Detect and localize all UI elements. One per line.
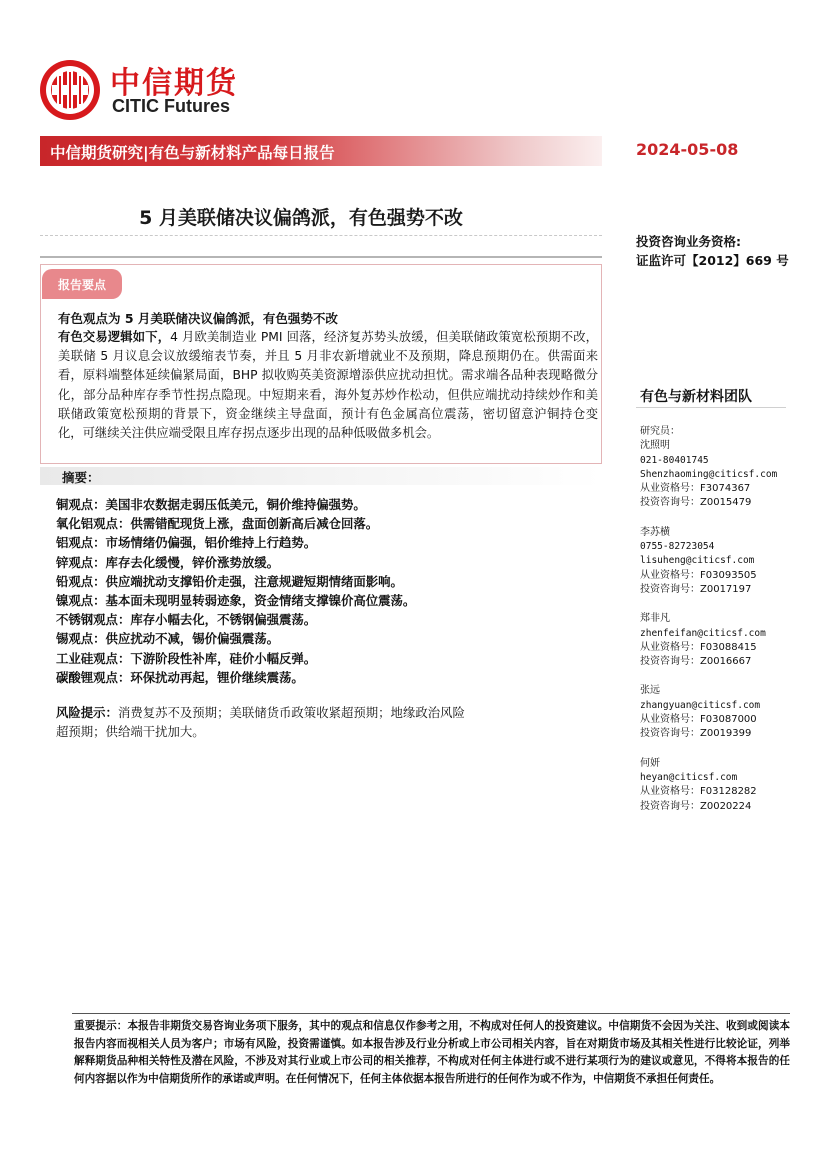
- view-stainless: 不锈钢观点：库存小幅去化，不锈钢偏强震荡。: [56, 612, 317, 628]
- view-lithium: 碳酸锂观点：环保扰动再起，锂价继续震荡。: [56, 669, 304, 685]
- member-invest-number: 投资咨询号：Z0020224: [640, 800, 752, 812]
- team-member: [640, 526, 800, 597]
- view-silicon: 工业硅观点：下游阶段性补库，硅价小幅反弹。: [56, 650, 317, 666]
- view-aluminum: 铝观点：市场情绪仍偏强，铝价维持上行趋势。: [56, 535, 317, 551]
- report-date: 2024-05-08: [636, 140, 739, 159]
- view-alumina: 氧化铝观点：供需错配现货上涨，盘面创新高后减仓回落。: [56, 516, 379, 532]
- disclaimer-divider: [72, 1013, 790, 1014]
- member-qualification: 从业资格号：F03093505: [640, 569, 757, 581]
- team-member: [640, 757, 800, 814]
- team-list: [640, 425, 800, 829]
- license-label: 投资咨询业务资格:: [636, 234, 741, 249]
- member-email[interactable]: zhenfeifan@citicsf.com: [640, 627, 766, 639]
- team-title: 有色与新材料团队: [640, 389, 752, 405]
- license-value: 证监许可【2012】669 号: [636, 253, 789, 268]
- member-name: 张远: [640, 685, 660, 697]
- summary-bar: [40, 467, 602, 485]
- title-divider: [40, 235, 602, 236]
- summary-label: 摘要：: [62, 470, 100, 485]
- disclaimer-text: 重要提示：本报告非期货交易咨询业务项下服务，其中的观点和信息仅作参考之用，不构成对任何人的投资建议。中信期货不会因为关注、收到或阅读本报告内容而视相关人员为客户；市场有风险，投资需谨慎。如本报告涉及行业分析或上市公司相关内容，旨在对期货市场及其相关性进行比较论证，列举解释期货品种相关特性及潜在风险，不涉及对其行业或上市公司的相关推荐，不构成对任何主体进行或不进行某项行为的建议或意见，不得将本报告的任何内容据以作为中信期货所作的承诺或声明。在任何情况下，任何主体依据本报告所进行的任何作为或不作为，中信期货不承担任何责任。: [74, 1020, 790, 1085]
- logo-chinese-text: 中信期货: [110, 66, 238, 101]
- team-divider: [636, 407, 786, 408]
- report-banner: [40, 136, 602, 166]
- report-title: 5 月美联储决议偏鸽派，有色强势不改: [139, 207, 463, 229]
- view-tin: 锡观点：供应扰动不减，锡价偏强震荡。: [56, 631, 280, 647]
- key-points-tab: [42, 269, 122, 299]
- member-qualification: 从业资格号：F3074367: [640, 483, 751, 495]
- risk-label: 风险提示：: [56, 705, 118, 720]
- company-logo: [38, 58, 268, 122]
- member-name: 郑非凡: [640, 613, 670, 625]
- view-copper: 铜观点：美国非农数据走弱压低美元，铜价维持偏强势。: [56, 497, 366, 512]
- summary-views: [56, 495, 596, 687]
- member-email[interactable]: Shenzhaoming@citicsf.com: [640, 468, 778, 480]
- member-email[interactable]: lisuheng@citicsf.com: [640, 555, 755, 567]
- key-points-body: [58, 328, 598, 443]
- member-phone: 021-80401745: [640, 454, 709, 466]
- team-member: [640, 684, 800, 741]
- member-qualification: 从业资格号：F03128282: [640, 786, 757, 798]
- team-member: [640, 425, 800, 511]
- member-name: 沈照明: [640, 440, 670, 452]
- key-points-tab-label: 报告要点: [57, 278, 106, 292]
- member-email[interactable]: zhangyuan@citicsf.com: [640, 699, 761, 711]
- risk-warning: [56, 703, 556, 741]
- logic-text: 4 月欧美制造业 PMI 回落，经济复苏势头放缓，但美联储政策宽松预期不改，美联储 5 月议息会议放缓缩表节奏，并且 5 月非农新增就业不及预期，降息预期仍在。供需面来看，原料端整体延续偏紧局面，BHP 拟收购英美资源增添供应扰动担忧。需求端各品种表现略微分化，部分品种库存季节性拐点隐现。中短期来看，海外复苏炒作松动，但供应端扰动持续炒作和美联储政策宽松预期的背景下，资金继续主导盘面，预计有色金属高位震荡，密切留意沪铜持仓变化，可继续关注供应端受限且库存拐点逐步出现的品种低吸做多机会。: [58, 330, 598, 441]
- citic-logo-icon: [38, 58, 102, 122]
- member-email[interactable]: heyan@citicsf.com: [640, 771, 738, 783]
- member-invest-number: 投资咨询号：Z0015479: [640, 497, 752, 509]
- member-name: 何妍: [640, 757, 660, 769]
- risk-text-2: 超预期；供给端干扰加大。: [56, 724, 205, 739]
- view-nickel: 镍观点：基本面未现明显转弱迹象，资金情绪支撑镍价高位震荡。: [56, 592, 416, 608]
- researcher-label: 研究员：: [640, 426, 680, 437]
- member-qualification: 从业资格号：F03087000: [640, 714, 757, 726]
- banner-title: 中信期货研究|有色与新材料产品每日报告: [50, 144, 335, 162]
- member-invest-number: 投资咨询号：Z0016667: [640, 656, 752, 668]
- section-divider: [40, 256, 602, 258]
- view-lead: 铅观点：供应端扰动支撑铅价走强，注意规避短期情绪面影响。: [56, 573, 403, 589]
- risk-text-1: 消费复苏不及预期；美联储货币政策收紧超预期；地缘政治风险: [117, 705, 465, 720]
- member-phone: 0755-82723054: [640, 541, 715, 553]
- logo-english-text: CITIC Futures: [112, 96, 231, 116]
- member-name: 李苏横: [640, 526, 670, 538]
- team-member: [640, 612, 800, 669]
- member-invest-number: 投资咨询号：Z0019399: [640, 728, 752, 740]
- member-qualification: 从业资格号：F03088415: [640, 641, 757, 653]
- logic-label: 有色交易逻辑如下，: [58, 330, 171, 344]
- key-points-headline: 有色观点为 5 月美联储决议偏鸽派，有色强势不改: [58, 311, 338, 326]
- member-invest-number: 投资咨询号：Z0017197: [640, 583, 752, 595]
- view-zinc: 锌观点：库存去化缓慢，锌价涨势放缓。: [56, 554, 280, 570]
